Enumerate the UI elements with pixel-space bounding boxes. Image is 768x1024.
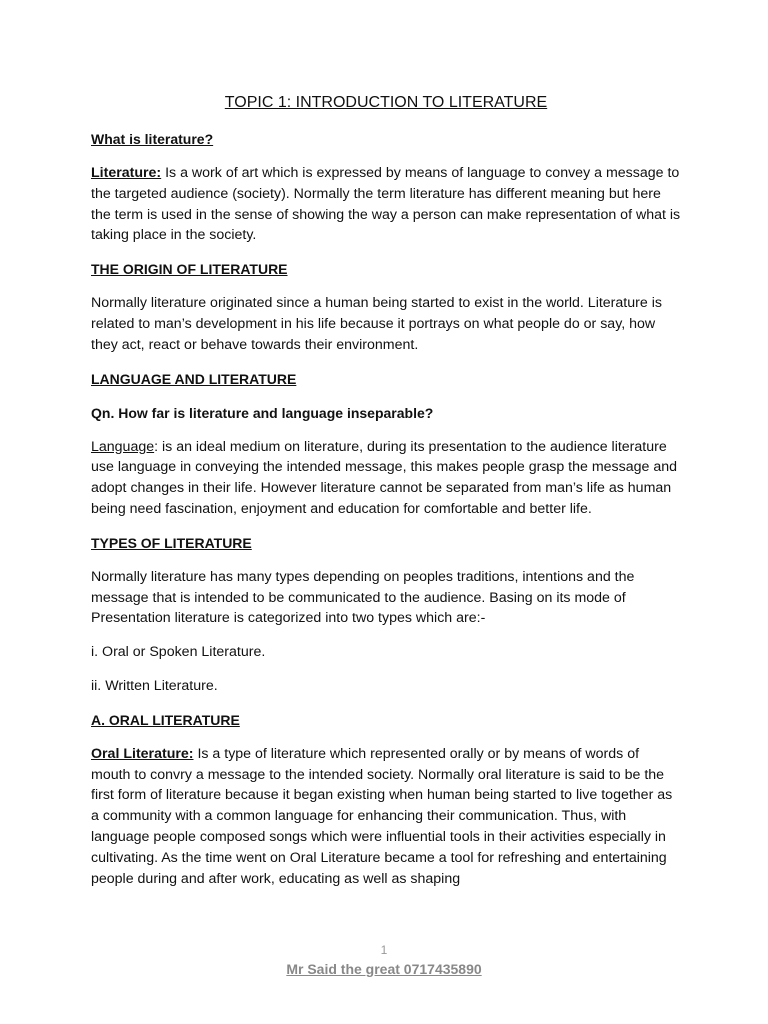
term-oral-literature: Oral Literature: (91, 745, 194, 762)
paragraph-oral-literature (91, 744, 681, 890)
heading-language-and-literature: LANGUAGE AND LITERATURE (91, 370, 297, 387)
paragraph-language (91, 437, 681, 520)
heading-oral-literature: A. ORAL LITERATURE (91, 711, 240, 728)
page-number: 1 (380, 943, 388, 957)
paragraph-types: Normally literature has many types depending on peoples traditions, intentions and the message that is intended to be communicated to the audience. Basing on its mode of Presentation literature is categorized into two types which are:- (91, 568, 635, 627)
question-inseparable: Qn. How far is literature and language inseparable? (91, 404, 434, 421)
footer-author: Mr Said the great 0717435890 (286, 961, 482, 977)
list-item-written: ii. Written Literature. (91, 677, 218, 694)
paragraph-origin: Normally literature originated since a human being started to exist in the world. Literature is related to man’s development in his life because it portrays on what people do or say, how they act, react or behave towards their environment. (91, 295, 662, 353)
heading-types: TYPES OF LITERATURE (91, 534, 252, 551)
page-title: TOPIC 1: INTRODUCTION TO LITERATURE (224, 94, 548, 111)
term-language: Language (91, 438, 155, 455)
heading-what-is-literature: What is literature? (91, 131, 214, 147)
paragraph-literature-definition (91, 163, 681, 246)
literature-definition-text: Is a work of art which is expressed by means of language to convey a message to the targeted audience (society). Normally the term literature has different meaning but here the term is used in the sense of showing the way a person can make representation of what is taking place in the society. (91, 165, 681, 244)
language-text: : is an ideal medium on literature, during its presentation to the audience literature use language in conveying the intended message, this makes people grasp the message and adopt changes in their life. However literature cannot be separated from man’s life as human being need fascination, enjoyment and education for comfortable and better life. (91, 438, 678, 517)
list-item-oral: i. Oral or Spoken Literature. (91, 644, 266, 661)
heading-origin: THE ORIGIN OF LITERATURE (91, 261, 288, 278)
term-literature: Literature: (91, 165, 162, 181)
oral-literature-text: Is a type of literature which represented orally or by means of words of mouth to convry a message to the intended society. Normally oral literature is said to be the first form of literature because it began existing when human being started to live together as a community with a common language for enhancing their communication. Thus, with language people composed songs which were influential tools in their activities especially in cultivating. As the time went on Oral Literature became a tool for refreshing and entertaining people during and after work, educating as well as shaping (91, 745, 673, 887)
document-content (91, 92, 681, 902)
